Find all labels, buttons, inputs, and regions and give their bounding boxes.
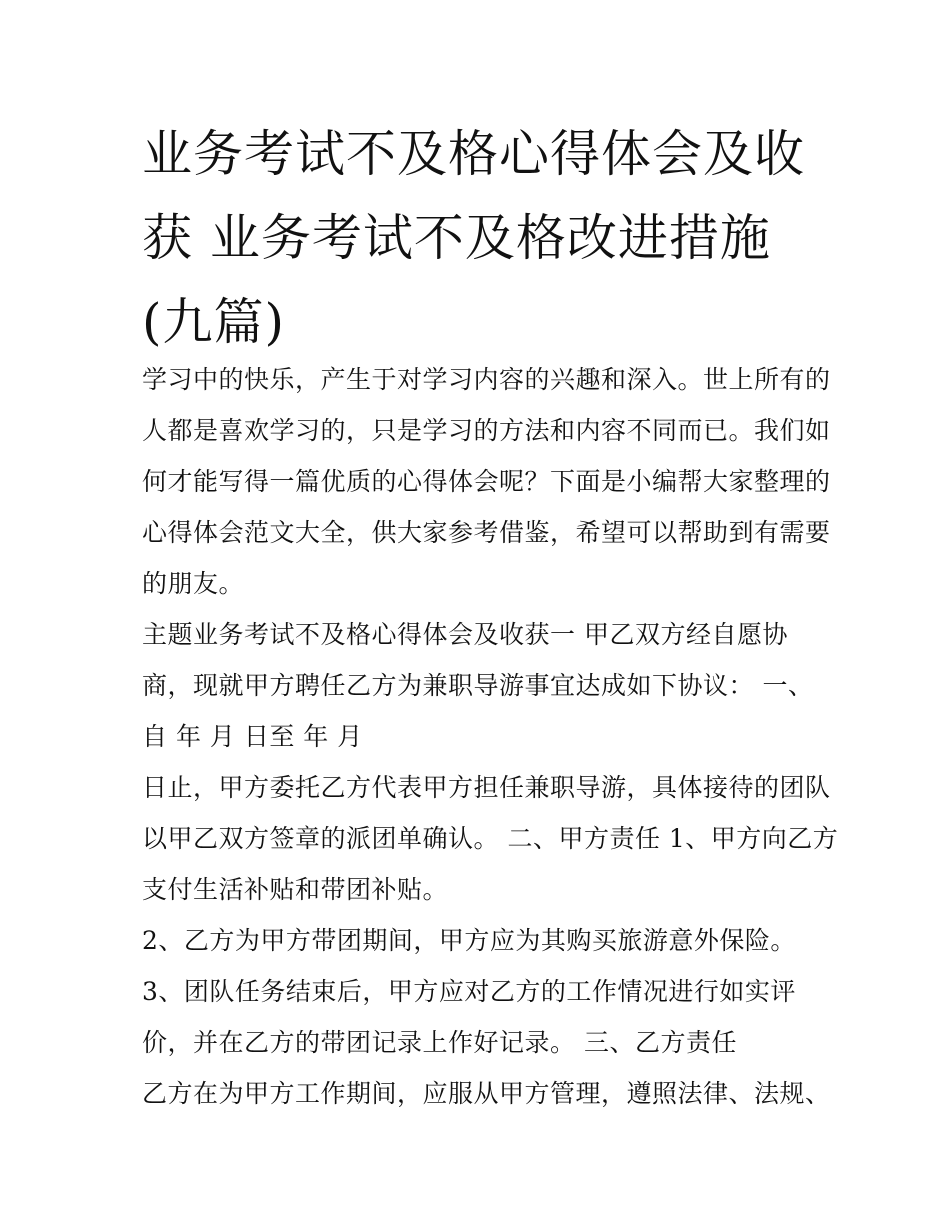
body-line: 自 年 月 日至 年 月: [142, 722, 363, 751]
body-line: 人都是喜欢学习的，只是学习的方法和内容不同而已。我们如: [142, 416, 831, 445]
body-line: 何才能写得一篇优质的心得体会呢？下面是小编帮大家整理的: [142, 467, 831, 496]
body-line: 2、乙方为甲方带团期间，甲方应为其购买旅游意外保险。: [142, 926, 796, 955]
body-line: 主题业务考试不及格心得体会及收获一 甲乙双方经自愿协: [142, 620, 788, 649]
body-line: 3、团队任务结束后，甲方应对乙方的工作情况进行如实评: [142, 977, 796, 1006]
body-line: 支付生活补贴和带团补贴。: [142, 875, 449, 904]
body-line: 商，现就甲方聘任乙方为兼职导游事宜达成如下协议： 一、: [142, 671, 814, 700]
document-body: [142, 354, 839, 1119]
body-line: 乙方在为甲方工作期间，应服从甲方管理，遵照法律、法规、: [142, 1079, 831, 1108]
body-line: 的朋友。: [142, 569, 245, 598]
title-line-1: 业务考试不及格心得体会及收: [142, 125, 805, 183]
body-line: 学习中的快乐，产生于对学习内容的兴趣和深入。世上所有的: [142, 365, 831, 394]
title-line-2: 获 业务考试不及格改进措施: [142, 209, 771, 267]
body-line: 价，并在乙方的带团记录上作好记录。 三、乙方责任: [142, 1028, 737, 1057]
body-line: 日止，甲方委托乙方代表甲方担任兼职导游，具体接待的团队: [142, 773, 831, 802]
body-line: 以甲乙双方签章的派团单确认。 二、甲方责任 1、甲方向乙方: [142, 824, 839, 853]
title-line-3: (九篇): [142, 293, 286, 351]
body-line: 心得体会范文大全，供大家参考借鉴，希望可以帮助到有需要: [142, 518, 831, 547]
document-title: [142, 112, 822, 364]
